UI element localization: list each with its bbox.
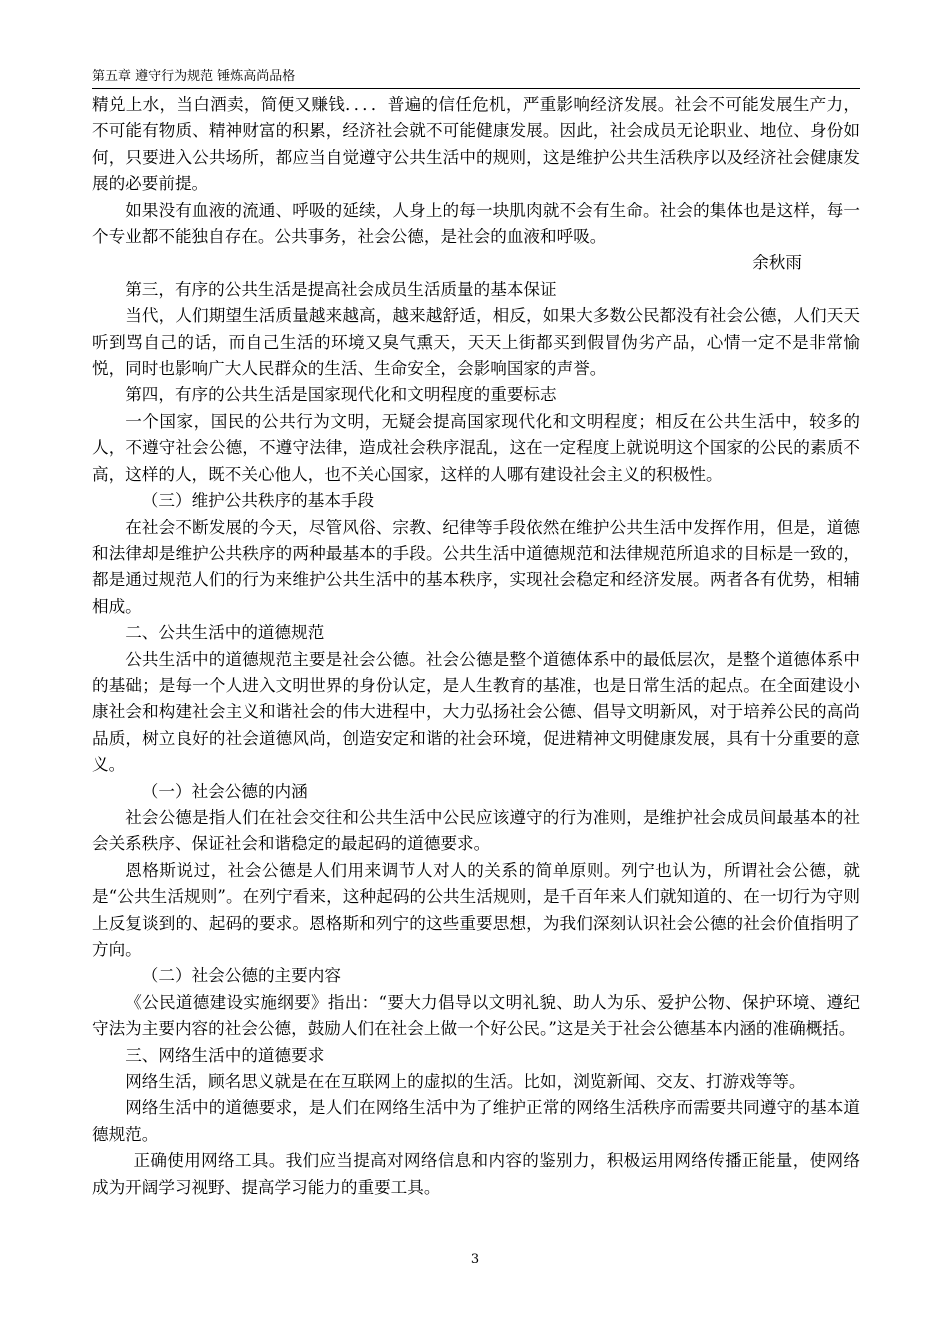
paragraph: 精兑上水，当白酒卖，简便又赚钱．．．．普遍的信任危机，严重影响经济发展。社会不可能发展生产力，不可能有物质、精神财富的积累，经济社会就不可能健康发展。因此，社会成员无论职业、地位、身份如何，只要进入公共场所，都应当自觉遵守公共生活中的规则，这是维护公共生活秩序以及经济社会健康发展的必要前提。 bbox=[92, 95, 860, 194]
document-body bbox=[92, 92, 860, 1201]
section-heading: 第四，有序的公共生活是国家现代化和文明程度的重要标志 bbox=[125, 385, 557, 405]
section-heading: 第三，有序的公共生活是提高社会成员生活质量的基本保证 bbox=[125, 279, 557, 299]
paragraph: 《公民道德建设实施纲要》指出：“要大力倡导以文明礼貌、助人为乐、爱护公物、保护环境、遵纪守法为主要内容的社会公德，鼓励人们在社会上做一个好公民。”这是关于社会公德基本内涵的准确概括。 bbox=[92, 992, 860, 1039]
paragraph: 一个国家，国民的公共行为文明，无疑会提高国家现代化和文明程度；相反在公共生活中，较多的人，不遵守社会公德，不遵守法律，造成社会秩序混乱，这在一定程度上就说明这个国家的公民的素质不高，这样的人，既不关心他人，也不关心国家，这样的人哪有建设社会主义的积极性。 bbox=[92, 411, 860, 484]
paragraph: 当代，人们期望生活质量越来越高，越来越舒适，相反，如果大多数公民都没有社会公德，人们天天听到骂自己的话，而自己生活的环境又臭气熏天，天天上街都买到假冒伪劣产品，心情一定不是非常愉悦，同时也影响广大人民群众的生活、生命安全，会影响国家的声誉。 bbox=[92, 306, 860, 379]
subsection-heading: （三）维护公共秩序的基本手段 bbox=[141, 491, 375, 511]
page-number: 3 bbox=[470, 1252, 480, 1267]
section-heading: 三、网络生活中的道德要求 bbox=[125, 1045, 325, 1065]
paragraph: 公共生活中的道德规范主要是社会公德。社会公德是整个道德体系中的最低层次，是整个道德体系中的基础；是每一个人进入文明世界的身份认定，是人生教育的基准，也是日常生活的起点。在全面建设小康社会和构建社会主义和谐社会的伟大进程中，大力弘扬社会公德、倡导文明新风，对于培养公民的高尚品质，树立良好的社会道德风尚，创造安定和谐的社会环境，促进精神文明健康发展，具有十分重要的意义。 bbox=[92, 649, 860, 775]
paragraph: 在社会不断发展的今天，尽管风俗、宗教、纪律等手段依然在维护公共生活中发挥作用，但是，道德和法律却是维护公共秩序的两种最基本的手段。公共生活中道德规范和法律规范所追求的目标是一致的，都是通过规范人们的行为来维护公共生活中的基本秩序，实现社会稳定和经济发展。两者各有优势，相辅相成。 bbox=[92, 517, 860, 616]
section-heading: 二、公共生活中的道德规范 bbox=[125, 623, 325, 643]
paragraph: 网络生活中的道德要求，是人们在网络生活中为了维护正常的网络生活秩序而需要共同遵守的基本道德规范。 bbox=[92, 1098, 860, 1144]
paragraph: 如果没有血液的流通、呼吸的延续，人身上的每一块肌肉就不会有生命。社会的集体也是这样，每一个专业都不能独自存在。公共事务，社会公德，是社会的血液和呼吸。 bbox=[92, 200, 860, 247]
chapter-title: 第五章 遵守行为规范 锤炼高尚品格 bbox=[92, 69, 296, 84]
paragraph: 网络生活，顾名思义就是在在互联网上的虚拟的生活。比如，浏览新闻、交友、打游戏等等。 bbox=[125, 1072, 806, 1092]
paragraph: 社会公德是指人们在社会交往和公共生活中公民应该遵守的行为准则，是维护社会成员间最基本的社会关系秩序、保证社会和谐稳定的最起码的道德要求。 bbox=[92, 807, 860, 854]
subsection-heading: （一）社会公德的内涵 bbox=[141, 781, 308, 801]
page-header bbox=[92, 68, 860, 89]
paragraph: 恩格斯说过，社会公德是人们用来调节人对人的关系的简单原则。列宁也认为，所谓社会公德，就是“公共生活规则”。在列宁看来，这种起码的公共生活规则，是千百年来人们就知道的、在一切行为守则上反复谈到的、起码的要求。恩格斯和列宁的这些重要思想，为我们深刻认识社会公德的社会价值指明了方向。 bbox=[92, 860, 860, 959]
paragraph: 正确使用网络工具。我们应当提高对网络信息和内容的鉴别力，积极运用网络传播正能量，使网络成为开阔学习视野、提高学习能力的重要工具。 bbox=[92, 1151, 860, 1197]
attribution: 余秋雨 bbox=[752, 253, 802, 273]
subsection-heading: （二）社会公德的主要内容 bbox=[141, 966, 341, 986]
